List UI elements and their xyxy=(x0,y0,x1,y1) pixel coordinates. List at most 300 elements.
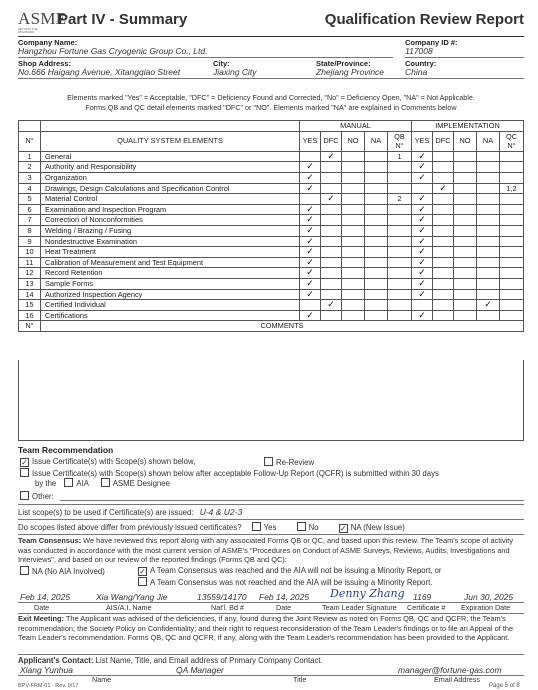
impl-yes-cell: ✓ xyxy=(412,225,433,236)
cap-date-2: Date xyxy=(276,603,292,612)
impl-no-cell xyxy=(454,310,477,321)
row-number: 12 xyxy=(19,268,41,279)
blank-header xyxy=(41,121,300,132)
manual-na-cell xyxy=(365,194,388,205)
impl-dfc-cell xyxy=(433,278,454,289)
impl-dfc-cell: ✓ xyxy=(433,183,454,194)
manual-no-cell xyxy=(342,247,365,258)
impl-ref-cell xyxy=(500,151,524,162)
asme-designee-label: ASME Designee xyxy=(112,479,170,488)
manual-no-cell xyxy=(342,204,365,215)
part-title: Part IV - Summary xyxy=(58,11,188,28)
aia-checkbox[interactable] xyxy=(64,478,73,487)
differ-yes-label: Yes xyxy=(263,523,277,532)
impl-na-cell xyxy=(477,215,500,226)
separator xyxy=(18,504,524,505)
row-number: 11 xyxy=(19,257,41,268)
state: Zhejiang Province xyxy=(316,67,385,77)
row-number: 5 xyxy=(19,194,41,205)
na-aia-checkbox[interactable] xyxy=(20,566,29,575)
manual-yes-cell: ✓ xyxy=(300,172,321,183)
manual-na-cell xyxy=(365,289,388,300)
manual-dfc-cell xyxy=(321,204,342,215)
element-name: Authority and Responsibility xyxy=(41,162,300,173)
element-name: Nondestructive Examination xyxy=(41,236,300,247)
legend-line-2: Forms QB and QC detail elements marked "DFC" or "NO". Elements marked "NA" are explained in Comments below xyxy=(85,102,457,112)
impl-na-cell xyxy=(477,310,500,321)
impl-ref-cell xyxy=(500,236,524,247)
element-name: Correction of Nonconformities xyxy=(41,215,300,226)
differ-yes-checkbox[interactable] xyxy=(252,522,261,531)
rereview-checkbox[interactable] xyxy=(264,457,273,466)
impl-yes-cell: ✓ xyxy=(412,194,433,205)
table-row xyxy=(19,225,524,236)
table-row xyxy=(19,215,524,226)
natl-bd-number: 13559/14170 xyxy=(197,592,247,602)
manual-no-cell xyxy=(342,236,365,247)
contact-name: Xiang Yunhua xyxy=(20,665,73,675)
manual-yes-cell: ✓ xyxy=(300,215,321,226)
manual-no-cell xyxy=(342,151,365,162)
impl-no-cell xyxy=(454,204,477,215)
row-number: 3 xyxy=(19,172,41,183)
col-impl-yes: YES xyxy=(412,131,433,151)
impl-no-cell xyxy=(454,289,477,300)
manual-na-cell xyxy=(365,225,388,236)
impl-dfc-cell xyxy=(433,151,454,162)
table-row xyxy=(19,194,524,205)
manual-yes-cell xyxy=(300,194,321,205)
row-number: 8 xyxy=(19,225,41,236)
manual-dfc-cell xyxy=(321,225,342,236)
aia-name: Xia Wang/Yang Jie xyxy=(96,592,168,602)
impl-ref-cell xyxy=(500,247,524,258)
impl-ref-cell xyxy=(500,310,524,321)
impl-na-cell xyxy=(477,172,500,183)
scopes-differ-row xyxy=(18,522,405,533)
separator xyxy=(18,534,524,535)
table-row xyxy=(19,204,524,215)
impl-ref-cell xyxy=(500,225,524,236)
other-checkbox[interactable] xyxy=(20,491,29,500)
manual-yes-cell xyxy=(300,300,321,311)
rec-issue-label: Issue Certificate(s) with Scope(s) shown below, xyxy=(32,457,196,466)
manual-yes-cell: ✓ xyxy=(300,183,321,194)
table-row xyxy=(19,151,524,162)
cap-natl-bd: Nat'l. Bd # xyxy=(211,603,244,612)
impl-yes-cell: ✓ xyxy=(412,289,433,300)
rec-option-rereview xyxy=(264,457,314,467)
header-rule xyxy=(18,36,524,37)
impl-na-cell xyxy=(477,257,500,268)
manual-ref-cell xyxy=(388,236,412,247)
contact-row xyxy=(18,656,323,665)
manual-dfc-cell xyxy=(321,247,342,258)
contact-label: Applicant's Contact: xyxy=(18,656,94,665)
address-underline xyxy=(18,78,524,79)
col-impl-dfc: DFC xyxy=(433,131,454,151)
impl-no-cell xyxy=(454,225,477,236)
manual-ref-cell: 1 xyxy=(388,151,412,162)
contact-desc: List Name, Title, and Email address of Primary Company Contact. xyxy=(95,656,323,665)
manual-na-cell xyxy=(365,268,388,279)
contact-email: manager@fortune-gas.com xyxy=(398,665,502,675)
manual-yes-cell: ✓ xyxy=(300,289,321,300)
manual-yes-cell: ✓ xyxy=(300,268,321,279)
cap-contact-email: Email Address xyxy=(434,675,480,684)
quality-system-table xyxy=(18,120,524,332)
manual-dfc-cell xyxy=(321,236,342,247)
consensus-text: We have reviewed this report along with any associated Forms QB or QC, and based upon this review. The Team's scope of activity was conducted in accordance with the most current version of ASME's "Procedures on Conduct of ASME Surveys, Reviews, Audits, Investigations and Interviews", and based on our review of the reported findings (Forms QB and QC): xyxy=(18,536,514,565)
company-id: 117008 xyxy=(405,46,433,56)
element-name: Certifications xyxy=(41,310,300,321)
impl-ref-cell xyxy=(500,204,524,215)
col-manual-no: NO xyxy=(342,131,365,151)
country: China xyxy=(405,67,428,77)
impl-na-cell xyxy=(477,289,500,300)
col-manual-dfc: DFC xyxy=(321,131,342,151)
impl-yes-cell: ✓ xyxy=(412,172,433,183)
aia-label: AIA xyxy=(76,479,89,488)
manual-ref-cell xyxy=(388,162,412,173)
exit-meeting-paragraph xyxy=(18,614,524,643)
shop-address-label: Shop Address: xyxy=(18,59,72,68)
impl-dfc-cell xyxy=(433,225,454,236)
manual-dfc-cell xyxy=(321,183,342,194)
consensus-na-aia xyxy=(20,566,105,576)
impl-no-cell xyxy=(454,268,477,279)
manual-ref-cell xyxy=(388,300,412,311)
manual-no-cell xyxy=(342,194,365,205)
cap-expiration: Expiration Date xyxy=(461,603,511,612)
table-row xyxy=(19,236,524,247)
scopes-label: List scope(s) to be used if Certificate(s) are issued: xyxy=(18,508,194,517)
manual-ref-cell xyxy=(388,257,412,268)
manual-no-cell xyxy=(342,172,365,183)
element-name: Organization xyxy=(41,172,300,183)
comments-number-header: N° xyxy=(19,321,41,332)
rec-option-followup xyxy=(20,468,439,478)
impl-na-cell xyxy=(477,183,500,194)
manual-no-cell xyxy=(342,183,365,194)
cap-certificate: Certificate # xyxy=(407,603,446,612)
impl-dfc-cell xyxy=(433,268,454,279)
city-label: City: xyxy=(213,59,230,68)
element-name: Calibration of Measurement and Test Equipment xyxy=(41,257,300,268)
manual-dfc-cell xyxy=(321,278,342,289)
consensus-not-reached xyxy=(138,577,432,587)
manual-no-cell xyxy=(342,268,365,279)
cap-date: Date xyxy=(34,603,50,612)
element-name: Heat Treatment xyxy=(41,247,300,258)
asme-logo-tagline: SETTING THE STANDARD xyxy=(18,27,38,34)
manual-na-cell xyxy=(365,278,388,289)
manual-dfc-cell: ✓ xyxy=(321,151,342,162)
table-group-header xyxy=(19,121,524,132)
asme-designee-checkbox[interactable] xyxy=(101,478,110,487)
blank-header xyxy=(19,121,41,132)
manual-ref-cell xyxy=(388,278,412,289)
cap-contact-title: Title xyxy=(293,675,307,684)
impl-yes-cell: ✓ xyxy=(412,215,433,226)
impl-yes-cell xyxy=(412,300,433,311)
row-number: 16 xyxy=(19,310,41,321)
manual-na-cell xyxy=(365,183,388,194)
consensus-reached xyxy=(138,566,442,576)
manual-ref-cell xyxy=(388,183,412,194)
impl-dfc-cell xyxy=(433,289,454,300)
exit-label: Exit Meeting: xyxy=(18,614,64,623)
impl-ref-cell xyxy=(500,215,524,226)
impl-no-cell xyxy=(454,194,477,205)
manual-dfc-cell xyxy=(321,257,342,268)
element-name: Authorized Inspection Agency xyxy=(41,289,300,300)
separator xyxy=(18,519,524,520)
impl-na-cell xyxy=(477,194,500,205)
manual-dfc-cell: ✓ xyxy=(321,194,342,205)
table-row xyxy=(19,247,524,258)
company-name-label: Company Name: xyxy=(18,38,78,47)
impl-dfc-cell xyxy=(433,162,454,173)
impl-dfc-cell xyxy=(433,215,454,226)
impl-na-cell xyxy=(477,204,500,215)
element-name: General xyxy=(41,151,300,162)
row-number: 13 xyxy=(19,278,41,289)
impl-yes-cell: ✓ xyxy=(412,257,433,268)
rec-option-issue xyxy=(20,457,195,467)
impl-dfc-cell xyxy=(433,257,454,268)
manual-yes-cell: ✓ xyxy=(300,162,321,173)
manual-header: MANUAL xyxy=(300,121,412,132)
asme-logo-mark: ASME xyxy=(18,9,67,28)
manual-dfc-cell xyxy=(321,215,342,226)
element-name: Certified Individual xyxy=(41,300,300,311)
impl-ref-cell xyxy=(500,268,524,279)
comments-area[interactable] xyxy=(18,360,524,441)
cap-leader-signature: Team Leader Signature xyxy=(322,603,397,612)
reached-checkbox[interactable]: ✓ xyxy=(139,567,146,576)
impl-ref-cell xyxy=(500,278,524,289)
table-row xyxy=(19,310,524,321)
impl-ref-cell xyxy=(500,162,524,173)
impl-no-cell xyxy=(454,151,477,162)
table-row xyxy=(19,257,524,268)
impl-yes-cell: ✓ xyxy=(412,247,433,258)
manual-na-cell xyxy=(365,172,388,183)
by-the-label: by the xyxy=(35,479,57,488)
impl-no-cell xyxy=(454,236,477,247)
shop-address: No.666 Haigang Avenue, Xitangqiao Street xyxy=(18,67,181,77)
impl-dfc-cell xyxy=(433,236,454,247)
row-number: 4 xyxy=(19,183,41,194)
table-row xyxy=(19,172,524,183)
cap-contact-name: Name xyxy=(92,675,112,684)
company-id-label: Company ID #: xyxy=(405,38,458,47)
manual-no-cell xyxy=(342,278,365,289)
impl-ref-cell xyxy=(500,172,524,183)
sign-date-1: Feb 14, 2025 xyxy=(20,592,71,602)
manual-na-cell xyxy=(365,151,388,162)
impl-no-cell xyxy=(454,257,477,268)
impl-yes-cell: ✓ xyxy=(412,278,433,289)
impl-dfc-cell xyxy=(433,172,454,183)
impl-na-cell: ✓ xyxy=(477,300,500,311)
impl-yes-cell: ✓ xyxy=(412,236,433,247)
element-name: Sample Forms xyxy=(41,278,300,289)
row-number: 1 xyxy=(19,151,41,162)
manual-yes-cell: ✓ xyxy=(300,236,321,247)
country-label: Country: xyxy=(405,59,437,68)
manual-ref-cell xyxy=(388,204,412,215)
rereview-label: Re-Review xyxy=(276,458,315,467)
manual-na-cell xyxy=(365,215,388,226)
element-name: Drawings, Design Calculations and Specification Control xyxy=(41,183,300,194)
recommendation-title: Team Recommendation xyxy=(18,445,114,455)
differ-na-label: NA (New Issue) xyxy=(350,523,405,532)
impl-yes-cell: ✓ xyxy=(412,204,433,215)
manual-yes-cell: ✓ xyxy=(300,278,321,289)
manual-dfc-cell: ✓ xyxy=(321,300,342,311)
rec-by-the xyxy=(35,478,170,488)
element-name: Welding / Brazing / Fusing xyxy=(41,225,300,236)
manual-na-cell xyxy=(365,236,388,247)
report-title: Qualification Review Report xyxy=(324,11,524,28)
impl-yes-cell: ✓ xyxy=(412,310,433,321)
differ-na-checkbox[interactable]: ✓ xyxy=(339,524,347,533)
signature-line xyxy=(18,602,524,603)
element-name: Record Retention xyxy=(41,268,300,279)
element-name: Examination and Inspection Program xyxy=(41,204,300,215)
col-impl-qc: QC N° xyxy=(500,131,524,151)
company-name: Hangzhou Fortune Gas Cryogenic Group Co., Ltd. xyxy=(18,46,208,56)
rec-option-other xyxy=(20,491,54,501)
company-id-underline xyxy=(405,57,524,58)
other-field-line[interactable] xyxy=(60,500,524,501)
separator xyxy=(18,654,524,655)
manual-na-cell xyxy=(365,257,388,268)
consensus-paragraph xyxy=(18,536,524,565)
manual-yes-cell: ✓ xyxy=(300,247,321,258)
manual-ref-cell xyxy=(388,268,412,279)
reached-label: A Team Consensus was reached and the AIA will not be issuing a Minority Report, or xyxy=(150,566,442,575)
status-legend xyxy=(18,93,524,112)
manual-dfc-cell xyxy=(321,162,342,173)
table-row xyxy=(19,278,524,289)
table-column-header xyxy=(19,131,524,151)
not-reached-checkbox[interactable] xyxy=(138,577,147,586)
manual-ref-cell: 2 xyxy=(388,194,412,205)
impl-yes-cell: ✓ xyxy=(412,151,433,162)
impl-na-cell xyxy=(477,247,500,258)
impl-no-cell xyxy=(454,172,477,183)
impl-no-cell xyxy=(454,278,477,289)
impl-na-cell xyxy=(477,236,500,247)
comments-header-row xyxy=(19,321,524,332)
row-number: 6 xyxy=(19,204,41,215)
contact-title: QA Manager xyxy=(176,665,224,675)
manual-ref-cell xyxy=(388,215,412,226)
manual-no-cell xyxy=(342,300,365,311)
table-row xyxy=(19,162,524,173)
sign-date-2: Feb 14, 2025 xyxy=(259,592,310,602)
row-number: 15 xyxy=(19,300,41,311)
row-number: 14 xyxy=(19,289,41,300)
impl-dfc-cell xyxy=(433,247,454,258)
impl-dfc-cell xyxy=(433,194,454,205)
manual-no-cell xyxy=(342,215,365,226)
impl-yes-cell xyxy=(412,183,433,194)
differ-no-checkbox[interactable] xyxy=(297,522,306,531)
impl-yes-cell: ✓ xyxy=(412,162,433,173)
impl-dfc-cell xyxy=(433,300,454,311)
impl-ref-cell xyxy=(500,194,524,205)
scopes-row xyxy=(18,507,242,517)
form-number: BPV-FRM-01 - Rev. 9/17 xyxy=(18,683,79,689)
rec-issue-checkbox[interactable]: ✓ xyxy=(21,458,28,467)
row-number: 10 xyxy=(19,247,41,258)
na-aia-label: NA (No AIA Involved) xyxy=(32,567,105,576)
col-number: N° xyxy=(19,131,41,151)
cap-aia-name: AIS/A.I. Name xyxy=(106,603,152,612)
manual-na-cell xyxy=(365,247,388,258)
differ-no-label: No xyxy=(308,523,319,532)
manual-dfc-cell xyxy=(321,310,342,321)
asme-logo xyxy=(18,9,67,34)
rec-followup-label: Issue Certificate(s) with Scope(s) shown below after acceptable Follow-Up Report (QCFR) is submitted within 30 days xyxy=(32,469,439,478)
manual-no-cell xyxy=(342,257,365,268)
implementation-header: IMPLEMENTATION xyxy=(412,121,524,132)
manual-dfc-cell xyxy=(321,268,342,279)
certificate-number: 1169 xyxy=(413,592,432,602)
city: Jiaxing City xyxy=(213,67,257,77)
manual-yes-cell xyxy=(300,151,321,162)
row-number: 2 xyxy=(19,162,41,173)
manual-ref-cell xyxy=(388,247,412,258)
manual-yes-cell: ✓ xyxy=(300,204,321,215)
manual-ref-cell xyxy=(388,225,412,236)
legend-line-1: Elements marked "Yes" = Acceptable, "DFC" = Deficiency Found and Corrected, "No" = Deficiency Open, "NA" = Not Applicable. xyxy=(67,93,475,102)
manual-na-cell xyxy=(365,162,388,173)
row-number: 7 xyxy=(19,215,41,226)
manual-ref-cell xyxy=(388,172,412,183)
impl-na-cell xyxy=(477,162,500,173)
impl-no-cell xyxy=(454,300,477,311)
row-number: 9 xyxy=(19,236,41,247)
impl-no-cell xyxy=(454,162,477,173)
col-impl-na: NA xyxy=(477,131,500,151)
differ-question: Do scopes listed above differ from previously issued certificates? xyxy=(18,523,242,532)
manual-na-cell xyxy=(365,310,388,321)
manual-no-cell xyxy=(342,162,365,173)
manual-no-cell xyxy=(342,310,365,321)
impl-dfc-cell xyxy=(433,204,454,215)
impl-dfc-cell xyxy=(433,310,454,321)
manual-yes-cell: ✓ xyxy=(300,310,321,321)
state-label: State/Province: xyxy=(316,59,371,68)
rec-followup-checkbox[interactable] xyxy=(20,468,29,477)
impl-na-cell xyxy=(477,151,500,162)
other-label: Other: xyxy=(32,492,54,501)
manual-na-cell xyxy=(365,300,388,311)
manual-na-cell xyxy=(365,204,388,215)
manual-dfc-cell xyxy=(321,172,342,183)
manual-no-cell xyxy=(342,289,365,300)
element-name: Material Control xyxy=(41,194,300,205)
col-manual-qb: QB N° xyxy=(388,131,412,151)
table-row xyxy=(19,268,524,279)
scopes-value: U-4 & U2-3 xyxy=(199,507,243,517)
consensus-label: Team Consensus: xyxy=(18,536,82,545)
